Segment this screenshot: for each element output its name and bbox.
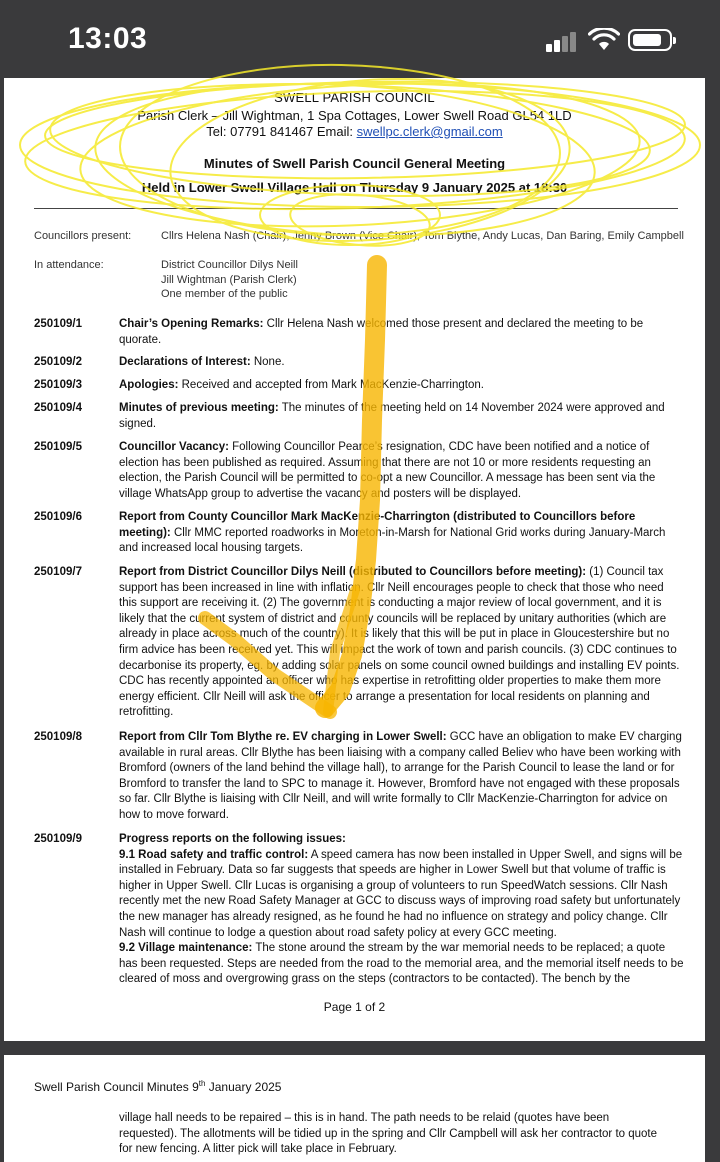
minute-title: Apologies:	[119, 379, 179, 391]
minute-item	[34, 355, 684, 371]
minute-text: The minutes of the meeting held on 14 November 2024 were approved and signed.	[119, 402, 665, 430]
page-2-header: Swell Parish Council Minutes 9th January 2025	[34, 1079, 282, 1094]
minute-title: Report from County Councillor Mark MacKenzie-Charrington (distributed to Councillors before meeting):	[119, 511, 636, 539]
road-safety-text: A speed camera has now been installed in Upper Swell, and signs will be installed in February. Data so far suggests that speeds are higher in Lower Swell but that volume of traffic is higher in Upper Swell. Cllr Lucas is organising a group of volunteers to run SpeedWatch sessions. Cllr Nash recently met the new Road Safety Manager at GCC to discuss ways of improving road safety but unfortunately the new manager has already resigned, as he found he had no influence on strategy and policy change. Cllr Nash will continue to lodge a question about road safety policy at every GCC meeting.	[119, 848, 683, 939]
minute-title: Minutes of previous meeting:	[119, 402, 279, 414]
minute-number: 250109/1	[34, 318, 82, 330]
minute-title: Councillor Vacancy:	[119, 441, 229, 453]
minute-item	[34, 510, 684, 557]
clerk-address: Parish Clerk – Jill Wightman, 1 Spa Cottages, Lower Swell Road GL54 1LD	[137, 108, 572, 123]
minute-title: Declarations of Interest:	[119, 356, 251, 368]
minute-title: Report from Cllr Tom Blythe re. EV charging in Lower Swell:	[119, 731, 447, 743]
minute-text: Cllr Helena Nash welcomed those present and declared the meeting to be quorate.	[119, 318, 644, 346]
in-attendance-value-2: Jill Wightman (Parish Clerk)	[161, 274, 297, 286]
document-page-2	[4, 1055, 705, 1162]
minute-number: 250109/2	[34, 356, 82, 368]
minute-number: 250109/7	[34, 566, 82, 578]
status-time: 13:03	[68, 22, 148, 55]
in-attendance-label: In attendance:	[34, 259, 104, 271]
minute-number: 250109/8	[34, 731, 82, 743]
minute-number: 250109/3	[34, 379, 82, 391]
village-maintenance-title: 9.2 Village maintenance:	[119, 942, 253, 955]
minute-number: 250109/9	[34, 833, 82, 845]
minute-item	[34, 565, 684, 721]
minute-item	[34, 317, 684, 348]
minute-text: Received and accepted from Mark MacKenzie-Charrington.	[178, 379, 484, 391]
minute-text: Cllr MMC reported roadworks in Moreton-in-Marsh for National Grid works during January-March and increased local housing targets.	[119, 526, 666, 555]
minute-item	[34, 378, 684, 394]
wifi-icon	[588, 28, 620, 52]
cellular-signal-icon	[546, 30, 578, 52]
minute-text: None.	[250, 356, 285, 368]
status-bar	[0, 0, 720, 78]
header-divider	[34, 208, 678, 209]
minute-number: 250109/5	[34, 441, 82, 453]
council-name: SWELL PARISH COUNCIL	[274, 90, 435, 105]
minute-item-progress-reports	[34, 832, 684, 988]
meeting-venue-line: Held in Lower Swell Village Hall on Thursday 9 January 2025 at 18:30	[141, 180, 568, 195]
email-link[interactable]: swellpc.clerk@gmail.com	[356, 124, 503, 139]
telephone-text: Tel: 07791 841467 Email:	[206, 124, 357, 139]
in-attendance-value-3: One member of the public	[161, 288, 288, 300]
minute-number: 250109/4	[34, 402, 82, 414]
minute-title: Chair’s Opening Remarks:	[119, 318, 264, 330]
minute-text: (1) Council tax support has been increased in line with inflation. Cllr Neill encourages people to check that those who need this support are receiving it. (2) The government is conducting a major review of local government, and it is likely that the current system of district and county councils will be replaced by unitary authorities (which are already in place across much of the country). It is likely that this will be put in place in Gloucestershire but no firm advice has been received yet. This will impact the work of town and parish councils. (3) CDC continues to decarbonise its property, eg. by adding solar panels on some council owned buildings and installing EV points. CDC has recently appointed an officer who has expertise in retrofitting older properties to make them more energy efficient. Cllr Neill will ask the officer to arrange a presentation for local residents on planning and retrofitting.	[119, 566, 680, 719]
minute-title: Report from District Councillor Dilys Neill (distributed to Councillors before meeting):	[119, 566, 587, 578]
road-safety-title: 9.1 Road safety and traffic control:	[119, 848, 309, 861]
document-page-1	[4, 78, 705, 1041]
minute-item	[34, 440, 684, 502]
minutes-title: Minutes of Swell Parish Council General Meeting	[203, 156, 506, 171]
page-number: Page 1 of 2	[323, 1000, 386, 1014]
minute-number: 250109/6	[34, 511, 82, 523]
battery-icon	[628, 29, 672, 51]
in-attendance-value-1: District Councillor Dilys Neill	[161, 259, 298, 271]
minute-text: GCC have an obligation to make EV charging available in rural areas. Cllr Blythe has been liaising with a company called Believ who have been working with Bromford (owners of the land behind the village hall), to arrange for the Parish Council to lease the land or for Bromford to transfer the land to SPC to manage it. However, Bromford have not engaged with these proposals so far. Cllr Blythe is liaising with Cllr Neill, and will write formally to Cllr MacKenzie-Charrington for advice on how to move forward.	[119, 731, 682, 821]
village-maintenance-text: The stone around the stream by the war memorial needs to be replaced; a quote has been requested. Steps are needed from the road to the memorial area, and the memorial itself needs to be cleared of moss and overgrowing grass on the steps (contractors to be contacted). The bench by the	[119, 942, 684, 986]
page-2-text: village hall needs to be repaired – this is in hand. The path needs to be relaid (quotes have been requested). The allotments will be tidied up in the spring and Cllr Campbell will ask her contractor to quote for new fencing. A litter pick will take place in February.	[119, 1112, 658, 1156]
minute-item	[34, 401, 684, 432]
councillors-present-label: Councillors present:	[34, 230, 132, 242]
minute-text: Following Councillor Pearce’s resignation, CDC have been notified and a notice of election has been published as required. Assuming that there are not 10 or more residents requesting an election, the Parish Council will be permitted to co-opt a new Councillor. A message has been sent via the village WhatsApp group to advertise the vacancy and posters will be displayed.	[119, 441, 656, 500]
contact-line	[4, 124, 705, 139]
minute-item	[34, 730, 684, 824]
councillors-present-value: Cllrs Helena Nash (Chair), Jenny Brown (Vice Chair), Tom Blythe, Andy Lucas, Dan Baring, Emily Campbell	[161, 230, 684, 242]
minute-title: Progress reports on the following issues:	[119, 833, 346, 845]
